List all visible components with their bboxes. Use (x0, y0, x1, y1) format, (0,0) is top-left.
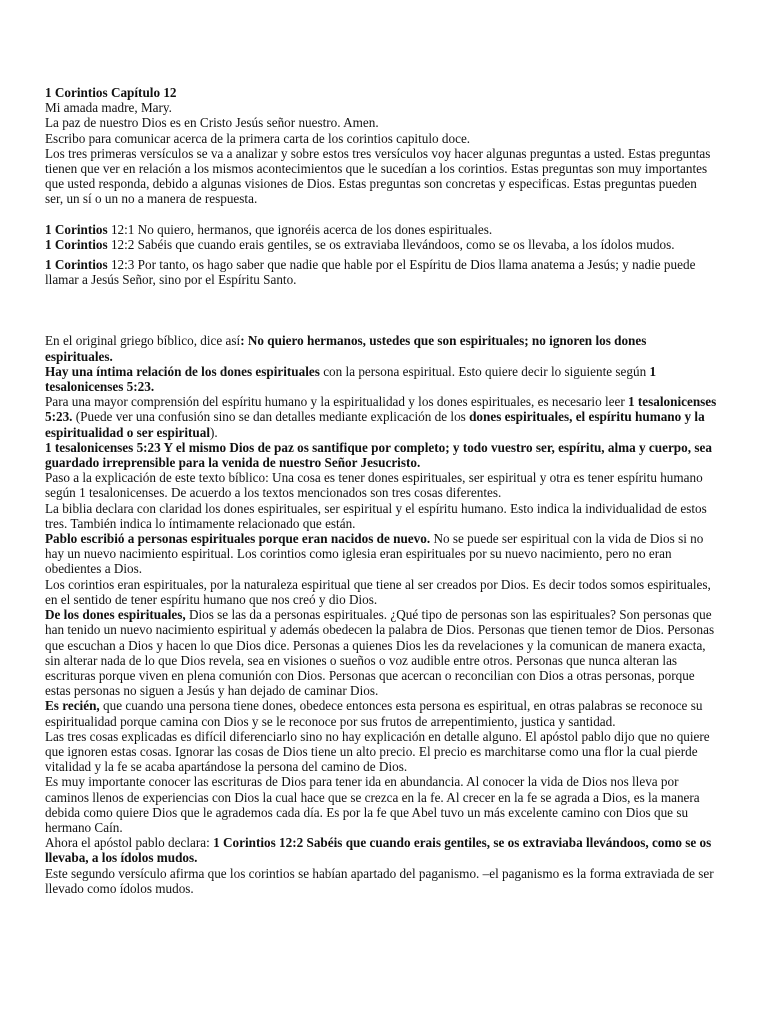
body-paragraph (45, 394, 717, 440)
body-paragraph (45, 531, 717, 577)
body-paragraph (45, 729, 717, 775)
document-page (45, 85, 717, 896)
text-run: Este segundo versículo afirma que los corintios se habían apartado del paganismo. –el paganismo es la forma extraviada de ser llevado como ídolos mudos. (45, 865, 714, 896)
text-run: Para una mayor comprensión del espíritu humano y la espiritualidad y los dones espirituales, es necesario leer (45, 394, 629, 410)
bold-run: dones espirituales, el espíritu humano y la espiritualidad o ser espiritual (45, 409, 705, 440)
bold-run: 1 tesalonicenses 5:23. (45, 394, 717, 425)
verse-book: 1 Corintios (45, 257, 108, 273)
body-paragraph (45, 866, 717, 896)
verse-text: 12:1 No quiero, hermanos, que ignoréis acerca de los dones espirituales. (107, 221, 493, 237)
bold-run: Hay una íntima relación de los dones espirituales (45, 363, 320, 379)
verse-text: 12:2 Sabéis que cuando erais gentiles, se os extraviaba llevándoos, como se os llevaba, a los ídolos mudos. (107, 236, 675, 252)
body-paragraph (45, 607, 717, 698)
document-title: 1 Corintios Capítulo 12 (45, 85, 177, 100)
bold-run: De los dones espirituales, (45, 607, 186, 623)
text-run: Dios se las da a personas espirituales. ¿Qué tipo de personas son las espirituales? Son personas que han tenido un nuevo nacimiento espiritual y además obedecen la palabra de Dios. Personas que tienen temor de Dios. Personas que escuchan a Dios y hacen lo que Dios dice. Personas a quienes Dios les da revelaciones y la comunican de manera exacta, sin alterar nada de lo que Dios revela, sea en visiones o sueños o voz audible entre otros. Personas que nunca alteran las escrituras porque viven en plena comunión con Dios. Personas que acercan o reconcilian con Dios a otras personas, porque estas personas no siguen a Jesús y han dejado de caminar Dios. (45, 607, 715, 699)
verse-book: 1 Corintios (45, 236, 108, 252)
bold-run: 1 tesalonicenses 5:23. (45, 363, 657, 395)
bold-run: 1 Corintios 12:2 Sabéis que cuando erais gentiles, se os extraviaba llevándoos, como se os llevaba, a los ídolos mudos. (45, 835, 712, 866)
body-paragraph (45, 774, 717, 835)
body-section (45, 333, 717, 896)
text-run: Las tres cosas explicadas es difícil diferenciarlo sino no hay explicación en detalle alguno. El apóstol pablo dijo que no quiere que ignoren estas cosas. Ignorar las cosas de Dios tiene un alto precio. El precio es marchitarse como una flor la cual pierde vitalidad y la fe se acaba apartándose la persona del camino de Dios. (45, 728, 710, 775)
body-paragraph (45, 333, 717, 363)
greeting: Mi amada madre, Mary. (45, 100, 172, 116)
verse-line (45, 257, 717, 287)
verse-book: 1 Corintios (45, 221, 108, 237)
text-run: Ahora el apóstol pablo declara: (45, 835, 214, 851)
text-run: Es muy importante conocer las escrituras de Dios para tener ida en abundancia. Al conocer la vida de Dios nos lleva por caminos llenos de experiencias con Dios la cual hace que se crezca en la fe. Al crecer en la fe se agrada a Dios, es la manera debida como quiere Dios que le agrademos cada día. Es por la fe que Abel tuvo un más excelente camino con Dios que su hermano Caín. (45, 774, 700, 835)
purpose-line: Escribo para comunicar acerca de la primera carta de los corintios capitulo doce. (45, 130, 471, 146)
body-paragraph (45, 501, 717, 531)
verse-text: 12:3 Por tanto, os hago saber que nadie que hable por el Espíritu de Dios llama anatema a Jesús; y nadie puede llamar a Jesús Señor, sino por el Espíritu Santo. (45, 257, 696, 288)
body-paragraph (45, 835, 717, 865)
intro-paragraph: Los tres primeras versículos se va a analizar y sobre estos tres versículos voy hacer algunas preguntas a usted. Estas preguntas tienen que ver en relación a los mismos acontecimientos que le sucedían a los corintios. Estas preguntas son muy importantes que usted responda, debido a algunas visiones de Dios. Estas preguntas son concretas y especificas. Estas preguntas pueden ser, un sí o un no a manera de respuesta. (45, 145, 711, 207)
verse-line (45, 237, 717, 252)
body-paragraph (45, 470, 717, 500)
text-run: Paso a la explicación de este texto bíblico: Una cosa es tener dones espirituales, ser espiritual y otra es tener espíritu humano según 1 tesalonicenses. De acuerdo a los textos mencionados son tres cosas diferentes. (45, 470, 703, 501)
blessing-line: La paz de nuestro Dios es en Cristo Jesús señor nuestro. Amen. (45, 115, 379, 131)
intro-section (45, 100, 717, 206)
text-run: Los corintios eran espirituales, por la naturaleza espiritual que tiene al ser creados por Dios. Es decir todos somos espirituales, en el sentido de tener espíritu humano que nos creó y dio Dios. (45, 576, 711, 607)
text-run: No se puede ser espiritual con la vida de Dios si no hay un nuevo nacimiento espiritual. Los corintios como iglesia eran espirituales por su nuevo nacimiento, pero no eran obedientes a Dios. (45, 531, 704, 577)
bold-run: Es recién, (45, 698, 100, 714)
text-run: En el original griego bíblico, dice así (45, 333, 241, 349)
text-run: con la persona espiritual. Esto quiere decir lo siguiente según (319, 363, 650, 379)
bold-run: 1 tesalonicenses 5:23 Y el mismo Dios de paz os santifique por completo; y todo vuestro ser, espíritu, alma y cuerpo, sea guardado irreprensible para la venida de nuestro Señor Jesucristo. (45, 439, 712, 471)
body-paragraph (45, 440, 717, 470)
text-run: ). (209, 424, 218, 440)
text-run: que cuando una persona tiene dones, obedece entonces esta persona es espiritual, en otras palabras se reconoce su espiritualidad porque camina con Dios y se le reconoce por sus frutos de arrepentimiento, justica y santidad. (45, 698, 703, 729)
text-run: La biblia declara con claridad los dones espirituales, ser espiritual y el espíritu humano. Esto indica la individualidad de estos tres. También indica lo íntimamente relacionado que están. (45, 500, 707, 531)
bold-run: Pablo escribió a personas espirituales porque eran nacidos de nuevo. (45, 531, 431, 547)
text-run: (Puede ver una confusión sino se dan detalles mediante explicación de los (72, 409, 470, 425)
bold-run: : No quiero hermanos, ustedes que son espirituales; no ignoren los dones espirituales. (45, 333, 647, 364)
body-paragraph (45, 577, 717, 607)
body-paragraph (45, 364, 717, 394)
verse-line (45, 222, 717, 237)
verses-section (45, 222, 717, 288)
body-paragraph (45, 698, 717, 728)
